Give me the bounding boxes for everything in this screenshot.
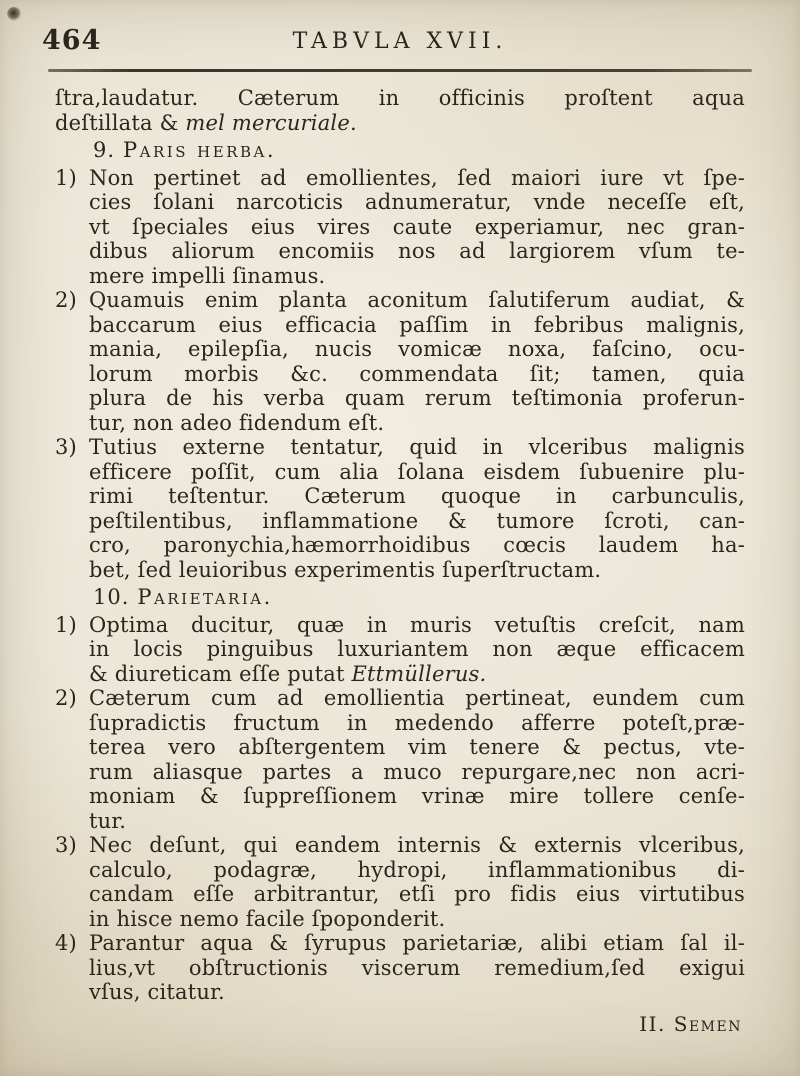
section-name: Parietaria. (137, 585, 273, 609)
item-marker: 3) (55, 833, 77, 857)
catchword: II. Semen (639, 1012, 742, 1036)
text-run: vſus, citatur. (89, 980, 225, 1004)
text-run: moniam & ſuppreſſionem vrinæ mire tollere cenſe- (89, 784, 745, 808)
text-line (89, 662, 745, 687)
numbered-item (55, 686, 745, 833)
header-rule (48, 69, 752, 72)
section-heading (55, 138, 745, 163)
text-run: Cæterum cum ad emollientia pertineat, eundem cum (89, 686, 745, 710)
text-run: ſupradictis fructum in medendo afferre poteſt,præ- (89, 710, 745, 735)
text-line (89, 613, 745, 638)
text-run: plura de his verba quam rerum teſtimonia proferun- (89, 386, 745, 410)
text-line (89, 337, 745, 362)
text-body (55, 86, 745, 1005)
page-title: TABVLA XVII. (292, 29, 508, 54)
text-line (89, 637, 745, 662)
text-run: Optima ducitur, quæ in muris vetuſtis creſcit, nam (89, 612, 745, 637)
numbered-item (55, 435, 745, 582)
numbered-item (55, 833, 745, 931)
text-run: cro, paronychia,hæmorrhoidibus cœcis laudem ha- (89, 533, 745, 557)
text-run: Nec deſunt, qui eandem internis & externis vlceribus, (89, 833, 745, 857)
text-line (89, 215, 745, 240)
text-line (89, 288, 745, 313)
text-line (89, 858, 745, 883)
text-line (89, 931, 745, 956)
text-line (89, 435, 745, 460)
text-line (89, 264, 745, 289)
text-run: lorum morbis &c. commendata ſit; tamen, quia (89, 361, 745, 386)
section-number: 9. (93, 138, 116, 162)
item-marker: 2) (55, 288, 77, 312)
text-line (89, 533, 745, 558)
text-line (55, 111, 745, 136)
text-run: dibus aliorum encomiis nos ad largiorem vſum te- (89, 239, 745, 263)
text-run: lius,vt obſtructionis viscerum remedium,ſed exigui (89, 955, 745, 980)
text-run: in locis pinguibus luxuriantem non æque efficacem (89, 637, 745, 661)
text-line (89, 411, 745, 436)
text-line (89, 784, 745, 809)
text-line (89, 386, 745, 411)
item-marker: 2) (55, 686, 77, 710)
text-line (89, 190, 745, 215)
text-run: & diureticam eſſe putat (89, 661, 352, 686)
text-line (89, 558, 745, 583)
text-line (55, 86, 745, 111)
text-run: Non pertinet ad emollientes, ſed maiori iure vt ſpe- (89, 165, 745, 190)
numbered-item (55, 288, 745, 435)
text-run: calculo, podagræ, hydropi, inflammationibus di- (89, 857, 745, 882)
text-line (89, 980, 745, 1005)
item-marker: 1) (55, 612, 77, 637)
text-run: baccarum eius efficacia paſſim in febribus malignis, (89, 312, 745, 337)
text-run: efficere poſſit, cum alia ſolana eisdem ſubuenire plu- (89, 459, 745, 484)
item-marker: 4) (55, 931, 77, 955)
text-line (89, 313, 745, 338)
text-run: vt ſpeciales eius vires caute experiamur, nec gran- (89, 214, 745, 239)
text-line (89, 484, 745, 509)
text-run: ſtra,laudatur. Cæterum in officinis proſtent aqua (55, 86, 745, 110)
italic-run: mel mercuriale. (185, 110, 357, 135)
section-heading (55, 585, 745, 610)
page-number: 464 (42, 25, 102, 56)
text-run: mania, epilepſia, nucis vomicæ noxa, faſcino, ocu- (89, 337, 745, 361)
text-run: bet, ſed leuioribus experimentis ſuperſtructam. (89, 557, 602, 582)
text-line (89, 907, 745, 932)
text-run: Parantur aqua & ſyrupus parietariæ, alibi etiam ſal il- (89, 931, 745, 955)
ink-blot (5, 5, 23, 23)
page-header (0, 24, 800, 60)
text-line (89, 833, 745, 858)
text-run: rum aliasque partes a muco repurgare,nec non acri- (89, 759, 745, 784)
numbered-item (55, 931, 745, 1005)
section-name: Paris herba. (123, 138, 277, 162)
text-line (89, 509, 745, 534)
text-run: rimi teſtentur. Cæterum quoque in carbunculis, (89, 484, 745, 508)
text-line (89, 956, 745, 981)
text-run: deſtillata & (55, 110, 186, 135)
text-line (89, 735, 745, 760)
text-line (89, 711, 745, 736)
numbered-item (55, 613, 745, 687)
text-line (89, 239, 745, 264)
text-line (89, 166, 745, 191)
text-run: in hisce nemo facile ſpoponderit. (89, 906, 446, 931)
text-line (89, 686, 745, 711)
text-run: terea vero abſtergentem vim tenere & pectus, vte- (89, 735, 745, 759)
section-number: 10. (93, 585, 130, 609)
text-run: tur, non adeo fidendum eſt. (89, 410, 385, 435)
text-run: candam eſſe arbitrantur, etſi pro fidis eius virtutibus (89, 882, 745, 906)
item-marker: 3) (55, 435, 77, 459)
intro-paragraph (55, 86, 745, 135)
text-line (89, 760, 745, 785)
text-run: mere impelli ſinamus. (89, 263, 326, 288)
text-run: peſtilentibus, inflammatione & tumore ſcroti, can- (89, 508, 745, 533)
numbered-item (55, 166, 745, 289)
text-line (89, 882, 745, 907)
text-line (89, 460, 745, 485)
text-run: Quamuis enim planta aconitum ſalutiferum audiat, & (89, 288, 745, 312)
text-line (89, 362, 745, 387)
text-line (89, 809, 745, 834)
italic-run: Ettmüllerus. (351, 661, 487, 686)
text-run: Tutius externe tentatur, quid in vlceribus malignis (89, 435, 745, 459)
text-run: cies ſolani narcoticis adnumeratur, vnde neceſſe eſt, (89, 190, 745, 214)
item-marker: 1) (55, 165, 77, 190)
text-run: tur. (89, 808, 127, 833)
